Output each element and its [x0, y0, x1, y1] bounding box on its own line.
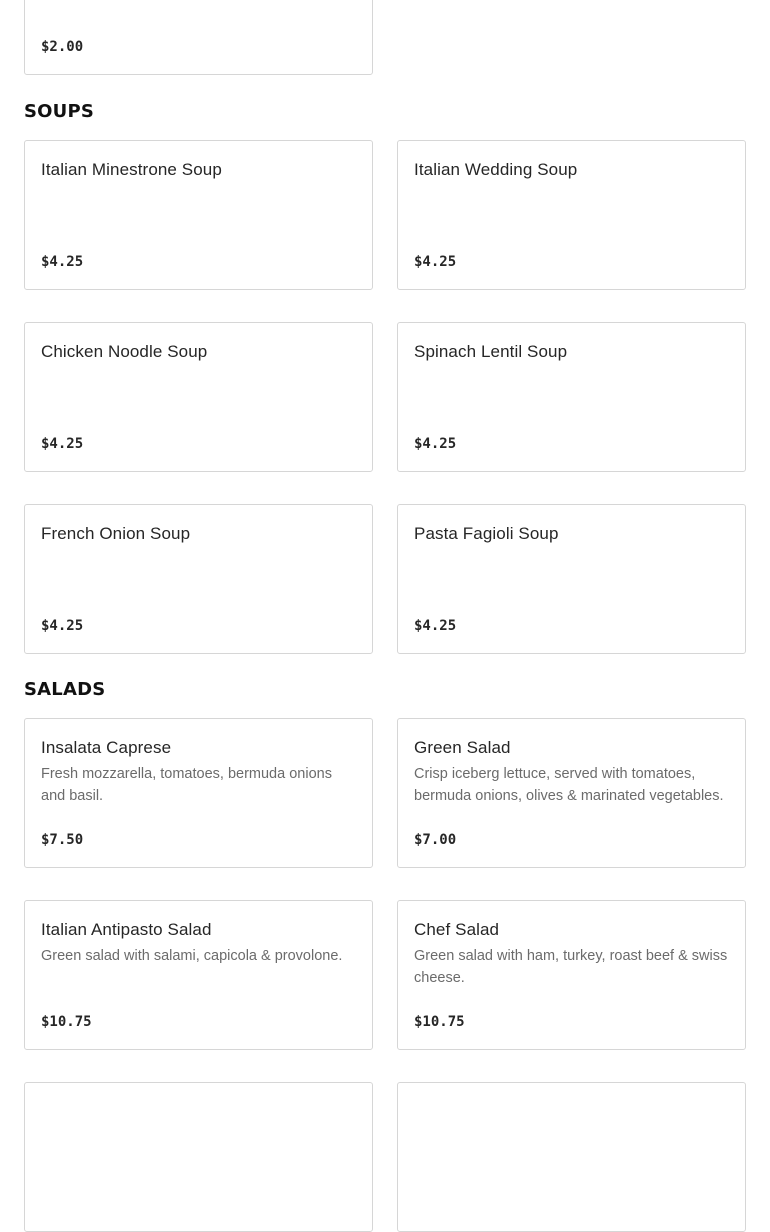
menu-item-name: Chicken Noodle Soup: [41, 342, 208, 361]
menu-item-card[interactable]: [24, 900, 373, 1050]
menu-item-name: Insalata Caprese: [41, 738, 172, 757]
menu-item-price: $4.25: [41, 436, 84, 452]
menu-item-card[interactable]: [24, 140, 373, 290]
menu-item-name: Green Salad: [414, 738, 511, 757]
menu-item-price: $10.75: [414, 1014, 465, 1030]
menu-item-name: Chef Salad: [414, 920, 500, 939]
menu-item-price: $4.25: [414, 254, 457, 270]
menu-item-card-partial[interactable]: [24, 0, 373, 75]
menu-item-card[interactable]: [397, 900, 746, 1050]
section-title-soups: SOUPS: [24, 101, 95, 122]
menu-item-price: $10.75: [41, 1014, 92, 1030]
menu-item-price: $4.25: [41, 254, 84, 270]
menu-item-card[interactable]: [397, 718, 746, 868]
menu-item-name: Italian Minestrone Soup: [41, 160, 222, 179]
menu-item-card[interactable]: [397, 140, 746, 290]
menu-item-price: $2.00: [41, 39, 84, 55]
menu-item-name: French Onion Soup: [41, 524, 191, 543]
menu-item-card[interactable]: [24, 718, 373, 868]
menu-item-description: Fresh mozzarella, tomatoes, bermuda onions and basil.: [41, 766, 332, 804]
menu-item-description: Green salad with salami, capicola & provolone.: [41, 948, 343, 964]
menu-item-price: $4.25: [414, 618, 457, 634]
menu-item-price: $4.25: [41, 618, 84, 634]
menu-item-description: Crisp iceberg lettuce, served with tomatoes, bermuda onions, olives & marinated vegetables.: [414, 766, 724, 804]
section-title-salads: SALADS: [24, 679, 106, 700]
menu-item-card-partial[interactable]: [397, 1082, 746, 1232]
menu-item-card-partial[interactable]: [24, 1082, 373, 1232]
menu-item-name: Italian Antipasto Salad: [41, 920, 212, 939]
menu-item-name: Italian Wedding Soup: [414, 160, 578, 179]
menu-item-card[interactable]: [397, 322, 746, 472]
menu-item-description: Green salad with ham, turkey, roast beef & swiss cheese.: [414, 948, 728, 986]
menu-item-price: $4.25: [414, 436, 457, 452]
menu-item-name: Spinach Lentil Soup: [414, 342, 568, 361]
menu-item-card[interactable]: [397, 504, 746, 654]
menu-item-price: $7.00: [414, 832, 457, 848]
menu-item-name: Pasta Fagioli Soup: [414, 524, 559, 543]
menu-item-card[interactable]: [24, 504, 373, 654]
menu-item-price: $7.50: [41, 832, 84, 848]
menu-item-card[interactable]: [24, 322, 373, 472]
